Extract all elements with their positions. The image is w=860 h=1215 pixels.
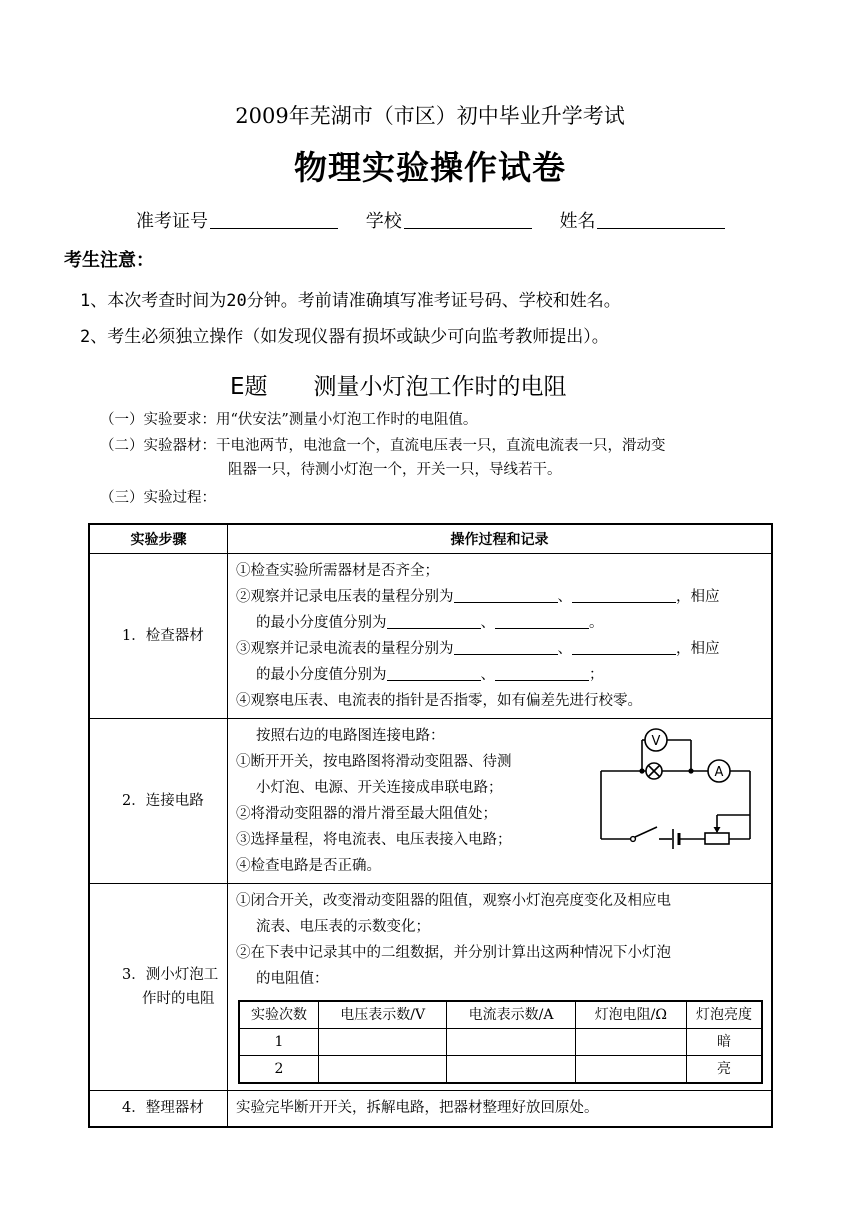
materials-block [100, 434, 780, 482]
candidate-info-row [136, 207, 747, 233]
step-2-row [89, 719, 772, 884]
voltage-cell[interactable] [319, 1056, 447, 1084]
notice-heading: 考生注意： [64, 250, 154, 271]
resistance-cell[interactable] [575, 1029, 686, 1056]
field-label-exam-number: 准考证号 [136, 211, 208, 232]
step-1-line-5: 的最小分度值分别为 、 ； [236, 662, 763, 688]
step-2-line-5: ③选择量程，将电流表、电压表接入电路； [236, 832, 512, 848]
name-blank[interactable] [597, 210, 725, 229]
step-2-line-6: ④检查电路是否正确。 [236, 858, 381, 874]
step-3-row [89, 884, 772, 1091]
switch-icon [631, 837, 636, 842]
resistance-cell[interactable] [575, 1056, 686, 1084]
table-row [239, 1029, 762, 1056]
step-1-name: 1．检查器材 [89, 554, 228, 719]
paper-title: 物理实验操作试卷 [294, 148, 566, 187]
school-blank[interactable] [404, 210, 532, 229]
step-3-name-line-1: 3．测小灯泡工 [122, 967, 219, 983]
current-cell[interactable] [447, 1029, 575, 1056]
voltmeter-icon [645, 729, 667, 751]
exam-title: 2009年芜湖市（市区）初中毕业升学考试 [235, 104, 625, 128]
circuit-diagram [595, 727, 761, 851]
procedure-header-row [89, 524, 772, 554]
field-label-school: 学校 [365, 211, 402, 232]
col-brightness: 灯泡亮度 [687, 1001, 763, 1029]
col-voltage: 电压表示数/V [319, 1001, 447, 1029]
current-cell[interactable] [447, 1056, 575, 1084]
header-operation: 操作过程和记录 [228, 524, 773, 554]
lamp-icon [646, 763, 662, 779]
step-2-name: 2．连接电路 [89, 719, 228, 884]
step-4-row [89, 1091, 772, 1127]
procedure-table [88, 523, 773, 1128]
step-1-line-1: ①检查实验所需器材是否齐全； [236, 563, 439, 579]
voltage-cell[interactable] [319, 1029, 447, 1056]
ammeter-icon [708, 760, 730, 782]
battery-icon [673, 829, 679, 849]
trial-number: 2 [239, 1056, 319, 1084]
step-3-content [228, 884, 773, 1091]
step-1-line-2: ②观察并记录电压表的量程分别为 、 ，相应 [236, 584, 763, 610]
step-4-content: 实验完毕断开开关，拆解电路，把器材整理好放回原处。 [228, 1091, 773, 1127]
step-1-line-3: 的最小分度值分别为 、 。 [236, 610, 763, 636]
step-2-content [228, 719, 773, 884]
header-step: 实验步骤 [89, 524, 228, 554]
step-4-name: 4．整理器材 [89, 1091, 228, 1127]
ammeter-division-1-blank[interactable] [387, 664, 481, 681]
step-2-line-3: 小灯泡、电源、开关连接成串联电路； [256, 780, 503, 796]
ammeter-division-2-blank[interactable] [495, 664, 589, 681]
brightness-cell: 亮 [687, 1056, 763, 1084]
step-3-line-1: ①闭合开关，改变滑动变阻器的阻值，观察小灯泡亮度变化及相应电 [236, 893, 671, 909]
col-resistance: 灯泡电阻/Ω [575, 1001, 686, 1029]
voltmeter-division-2-blank[interactable] [495, 612, 589, 629]
voltmeter-range-2-blank[interactable] [572, 586, 676, 603]
ammeter-range-2-blank[interactable] [572, 638, 676, 655]
trial-number: 1 [239, 1029, 319, 1056]
step-1-line-6: ④观察电压表、电流表的指针是否指零，如有偏差先进行校零。 [236, 693, 642, 709]
step-2-line-1: 按照右边的电路图连接电路： [256, 728, 445, 744]
field-label-name: 姓名 [559, 211, 596, 232]
measurement-header-row [239, 1001, 762, 1029]
notice-item-2: 2、考生必须独立操作（如发现仪器有损坏或缺少可向监考教师提出）。 [80, 327, 609, 347]
materials-line-2: 阻器一只，待测小灯泡一个，开关一只，导线若干。 [228, 462, 562, 478]
voltmeter-division-1-blank[interactable] [387, 612, 481, 629]
step-1-line-4: ③观察并记录电流表的量程分别为 、 ，相应 [236, 636, 763, 662]
step-3-line-2: 流表、电压表的示数变化； [256, 919, 430, 935]
step-3-line-4: 的电阻值： [256, 971, 329, 987]
col-current: 电流表示数/A [447, 1001, 575, 1029]
brightness-cell: 暗 [687, 1029, 763, 1056]
step-1-row [89, 554, 772, 719]
notice-item-1: 1、本次考查时间为20分钟。考前请准确填写准考证号码、学校和姓名。 [80, 291, 621, 311]
step-2-line-2: ①断开开关，按电路图将滑动变阻器、待测 [236, 754, 512, 770]
step-3-name-line-2: 作时的电阻 [142, 991, 215, 1007]
task-title [230, 368, 567, 401]
materials-line-1: （二）实验器材：干电池两节，电池盒一个，直流电压表一只，直流电流表一只，滑动变 [100, 438, 666, 454]
step-3-line-3: ②在下表中记录其中的二组数据，并分别计算出这两种情况下小灯泡 [236, 945, 671, 961]
task-label: E题 [230, 374, 268, 400]
svg-text:V: V [651, 734, 661, 749]
exam-number-blank[interactable] [210, 210, 338, 229]
process-heading: （三）实验过程： [100, 490, 216, 506]
ammeter-range-1-blank[interactable] [454, 638, 558, 655]
table-row [239, 1056, 762, 1084]
svg-text:A: A [714, 765, 724, 780]
requirement-line: （一）实验要求：用“伏安法”测量小灯泡工作时的电阻值。 [100, 412, 478, 428]
task-name: 测量小灯泡工作时的电阻 [313, 374, 567, 400]
col-trial: 实验次数 [239, 1001, 319, 1029]
rheostat-icon [705, 827, 729, 844]
step-2-line-4: ②将滑动变阻器的滑片滑至最大阻值处； [236, 806, 497, 822]
measurement-table [238, 1000, 763, 1084]
step-3-name [89, 884, 228, 1091]
voltmeter-range-1-blank[interactable] [454, 586, 558, 603]
step-1-content [228, 554, 773, 719]
